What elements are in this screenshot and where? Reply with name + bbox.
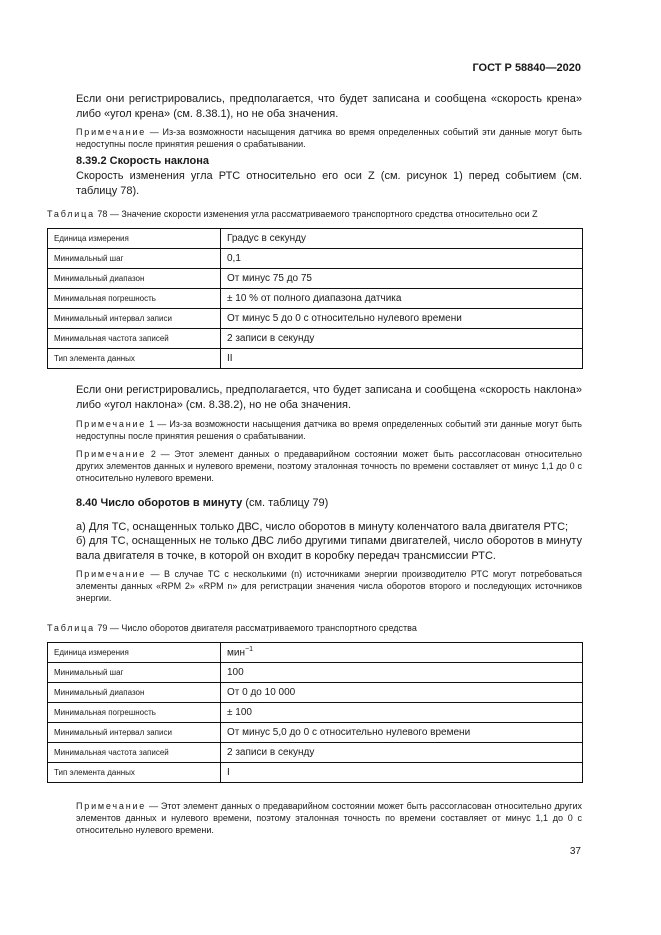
unit-superscript: −1	[244, 646, 253, 654]
table-cell-key: Минимальный интервал записи	[48, 723, 221, 743]
table-row	[48, 683, 583, 703]
table-cell-key: Тип элемента данных	[48, 349, 221, 369]
table-row	[48, 349, 583, 369]
table-row	[48, 663, 583, 683]
note-text: 1 — Из-за возможности насыщения датчика во время определенных событий эти данные могут быть недоступны после принятия решения о срабатывании.	[76, 419, 582, 441]
table-cell-key: Минимальная погрешность	[48, 289, 221, 309]
table-78	[47, 228, 583, 369]
section-heading-8-39-2: 8.39.2 Скорость наклона	[76, 155, 210, 167]
table-cell-value: От минус 75 до 75	[221, 269, 583, 289]
heading-bold-text: 8.40 Число оборотов в минуту	[76, 497, 243, 509]
table-cell-key: Минимальный интервал записи	[48, 309, 221, 329]
table-cell-value: II	[221, 349, 583, 369]
note-saturation-1	[76, 126, 582, 150]
table-row	[48, 703, 583, 723]
table-cell-value: Градус в секунду	[221, 229, 583, 249]
document-header: ГОСТ Р 58840—2020	[472, 62, 581, 74]
table-cell-key: Минимальная погрешность	[48, 703, 221, 723]
table-row	[48, 743, 583, 763]
table-cell-value: От минус 5 до 0 с относительно нулевого времени	[221, 309, 583, 329]
table-cell-value	[221, 643, 583, 663]
table-cell-key: Минимальная частота записей	[48, 743, 221, 763]
table-cell-value: 2 записи в секунду	[221, 329, 583, 349]
paragraph-rpm-b	[76, 534, 582, 564]
paragraph-text: Если они регистрировались, предполагается, что будет записана и сообщена «скорость крена» либо «угол крена» (см. 8.38.1), но не оба значения.	[76, 93, 582, 120]
caption-label: Таблица	[47, 209, 95, 219]
table-79	[47, 642, 583, 783]
table-cell-value: 0,1	[221, 249, 583, 269]
caption-text: 79 — Число оборотов двигателя рассматриваемого транспортного средства	[94, 623, 417, 633]
table-cell-key: Минимальный шаг	[48, 249, 221, 269]
note-text: — Из-за возможности насыщения датчика во время определенных событий эти данные могут быть недоступны после принятия решения о срабатывании.	[76, 127, 582, 149]
table-cell-value: ± 10 % от полного диапазона датчика	[221, 289, 583, 309]
table-78-caption	[47, 208, 587, 220]
paragraph-text: б) для ТС, оснащенных не только ДВС либо другими типами двигателей, число оборотов в минуту вала двигателя в точке, в которой он входит в коробку передач трансмиссии РТС.	[76, 535, 582, 562]
section-heading-8-40	[76, 497, 328, 509]
table-cell-key: Тип элемента данных	[48, 763, 221, 783]
note-text: — В случае ТС с несколькими (n) источниками энергии производителю РТС могут потребоваться элементы данных «RPM 2» «RPM n» для регистрации значения числа оборотов второго и последующих источников энергии.	[76, 569, 582, 603]
table-row	[48, 269, 583, 289]
table-cell-key: Минимальный шаг	[48, 663, 221, 683]
note-multiple-sources	[76, 568, 582, 604]
paragraph-text: а) Для ТС, оснащенных только ДВС, число оборотов в минуту коленчатого вала двигателя РТС;	[76, 521, 569, 533]
table-cell-value: От минус 5,0 до 0 с относительно нулевого времени	[221, 723, 583, 743]
table-cell-value: ± 100	[221, 703, 583, 723]
table-cell-value: 2 записи в секунду	[221, 743, 583, 763]
page-number: 37	[569, 846, 581, 857]
heading-normal-text: (см. таблицу 79)	[242, 497, 329, 509]
caption-label: Таблица	[47, 623, 95, 633]
note-time-accuracy-2	[76, 800, 582, 836]
table-row	[48, 309, 583, 329]
table-row	[48, 229, 583, 249]
table-cell-value: I	[221, 763, 583, 783]
table-cell-key: Единица измерения	[48, 229, 221, 249]
table-cell-key: Минимальный диапазон	[48, 269, 221, 289]
paragraph-text: Если они регистрировались, предполагается, что будет записана и сообщена «скорость наклона» либо «угол наклона» (см. 8.38.2), но не оба значения.	[76, 384, 582, 411]
note-label: Примечание	[76, 127, 147, 137]
table-row	[48, 643, 583, 663]
note-label: Примечание	[76, 801, 147, 811]
paragraph-pitch-note	[76, 383, 582, 413]
table-row	[48, 249, 583, 269]
note-label: Примечание	[76, 569, 147, 579]
table-row	[48, 329, 583, 349]
note-label: Примечание	[76, 419, 147, 429]
note-saturation-2	[76, 418, 582, 442]
table-row	[48, 763, 583, 783]
paragraph-pitch-rate	[76, 169, 582, 199]
table-cell-value: 100	[221, 663, 583, 683]
table-row	[48, 723, 583, 743]
table-row	[48, 289, 583, 309]
paragraph-roll-rate-note	[76, 92, 582, 122]
table-cell-key: Минимальная частота записей	[48, 329, 221, 349]
paragraph-text: Скорость изменения угла РТС относительно его оси Z (см. рисунок 1) перед событием (см. таблицу 78).	[76, 170, 582, 197]
unit-base: мин	[227, 647, 245, 659]
note-text: — Этот элемент данных о предаварийном состоянии может быть рассогласован относительно других элементов данных и нулевого времени, поэтому эталонная точность по времени составляет от минус 1,1 до 0 с относительно нулевого времени.	[76, 801, 582, 835]
note-time-accuracy-1	[76, 448, 582, 484]
paragraph-rpm-a	[76, 520, 582, 535]
note-label: Примечание	[76, 449, 147, 459]
table-79-caption	[47, 622, 587, 634]
caption-text: 78 — Значение скорости изменения угла рассматриваемого транспортного средства относительно оси Z	[94, 209, 538, 219]
table-cell-key: Минимальный диапазон	[48, 683, 221, 703]
table-cell-value: От 0 до 10 000	[221, 683, 583, 703]
table-cell-key: Единица измерения	[48, 643, 221, 663]
note-text: 2 — Этот элемент данных о предаварийном состоянии может быть рассогласован относительно других элементов данных и нулевого времени, поэтому эталонная точность по времени составляет от минус 1,1 до 0 с относительно нулевого времени.	[76, 449, 582, 483]
